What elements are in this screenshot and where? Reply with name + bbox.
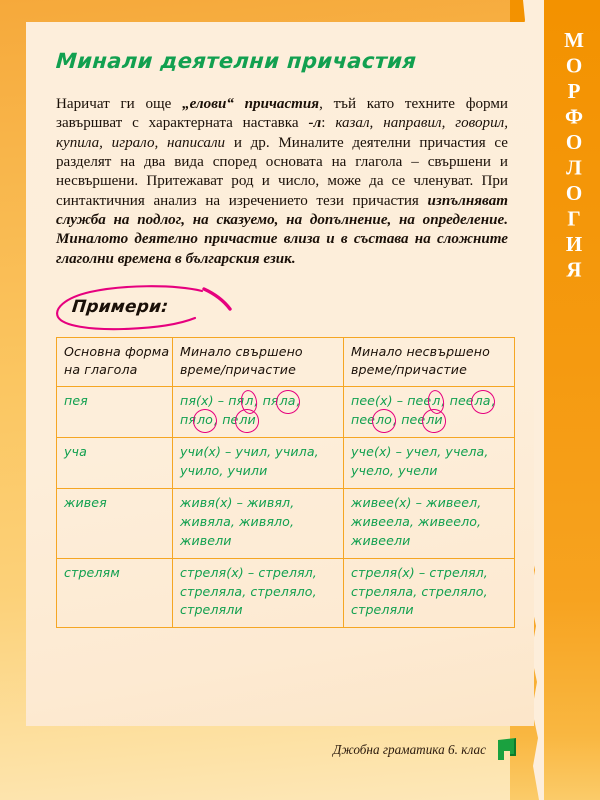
cell-text: стреля(х) – стрелял, bbox=[351, 564, 488, 580]
page-content bbox=[55, 49, 518, 757]
base-form-cell-2 bbox=[57, 488, 173, 558]
cell-line bbox=[180, 392, 336, 411]
cell-text: стреляла, стреляло, bbox=[180, 583, 317, 599]
table-row bbox=[57, 438, 515, 489]
cell-line bbox=[351, 411, 507, 430]
paragraph-segment-3: -л bbox=[308, 115, 322, 132]
cell-text: стреляла, стреляло, bbox=[351, 583, 488, 599]
examples-label: Примери: bbox=[70, 296, 170, 317]
base-form-cell-1 bbox=[57, 438, 173, 489]
cell-text: стреляли bbox=[180, 602, 243, 618]
imperfective-cell-3 bbox=[344, 558, 515, 628]
table-header-cell-1 bbox=[173, 337, 344, 387]
cell-line bbox=[351, 564, 507, 583]
cell-text: пя(х) – пя bbox=[180, 393, 245, 409]
cell-text: живели bbox=[180, 532, 232, 548]
base-form-text: пея bbox=[64, 393, 88, 409]
header-line: време/причастие bbox=[180, 362, 296, 378]
cell-text: , пе bbox=[213, 412, 239, 428]
cell-line bbox=[351, 513, 507, 532]
cell-text: , bbox=[296, 393, 301, 409]
cell-text: стреля(х) – стрелял, bbox=[180, 564, 317, 580]
cell-line bbox=[180, 532, 336, 551]
cell-text: , пя bbox=[254, 393, 279, 409]
cell-line bbox=[180, 411, 336, 430]
circled-suffix: л bbox=[431, 392, 441, 411]
table-row bbox=[57, 558, 515, 628]
cell-line bbox=[180, 462, 336, 481]
table-body bbox=[57, 337, 515, 627]
header-line: Минало свършено bbox=[180, 343, 303, 359]
cell-text: пя bbox=[180, 412, 197, 428]
cell-line bbox=[351, 443, 507, 462]
circled-suffix: ли bbox=[425, 411, 443, 430]
page-title: Минали деятелни причастия bbox=[55, 49, 418, 73]
header-line: време/причастие bbox=[351, 362, 467, 378]
cell-text: живее(х) – живеел, bbox=[351, 494, 482, 510]
perfective-cell-2 bbox=[173, 488, 344, 558]
cell-line bbox=[180, 564, 336, 583]
circled-suffix: ло bbox=[375, 411, 393, 430]
header-line: Основна форма bbox=[64, 343, 170, 359]
conjugation-table bbox=[56, 337, 515, 628]
paragraph-segment-5: казал, направил, говорил, купила, играло, написали bbox=[56, 115, 508, 151]
table-header-cell-2 bbox=[344, 337, 515, 387]
cell-text: живеела, живеело, bbox=[351, 513, 482, 529]
table-row bbox=[57, 488, 515, 558]
paragraph-segment-1: „елови“ причастия bbox=[182, 96, 320, 113]
examples-heading bbox=[56, 291, 518, 331]
header-line: на глагола bbox=[64, 362, 138, 378]
paragraph-segment-4: : bbox=[321, 115, 336, 132]
paragraph-segment-6: и др. Миналите деятелни причастия се разделят на два вида според основата на глагола – свършени и несвършени. Притежават род и число, може да се членуват. При синтактичния анализ на изречението тези причастия bbox=[56, 134, 508, 209]
cell-text: живяла, живяло, bbox=[180, 513, 295, 529]
imperfective-cell-2 bbox=[344, 488, 515, 558]
perfective-cell-0 bbox=[173, 387, 344, 438]
header-line: Минало несвършено bbox=[351, 343, 490, 359]
cell-text: учи(х) – учил, учила, bbox=[180, 444, 319, 460]
circled-suffix: ла bbox=[279, 392, 297, 411]
table-row bbox=[57, 387, 515, 438]
green-book-icon bbox=[496, 738, 518, 762]
paragraph-segment-0: Наричат ги още bbox=[56, 96, 183, 113]
circled-suffix: л bbox=[244, 392, 254, 411]
cell-text: уче(х) – учел, учела, bbox=[351, 444, 489, 460]
perfective-cell-1 bbox=[173, 438, 344, 489]
cell-line bbox=[180, 443, 336, 462]
cell-text: стреляли bbox=[351, 602, 414, 618]
cell-text: пее(х) – пее bbox=[351, 393, 432, 409]
perfective-cell-3 bbox=[173, 558, 344, 628]
cell-line bbox=[180, 601, 336, 620]
cell-text: , пее bbox=[393, 412, 426, 428]
cell-text: живя(х) – живял, bbox=[180, 494, 295, 510]
cell-line bbox=[351, 601, 507, 620]
cell-line bbox=[180, 494, 336, 513]
paragraph-segment-2: , тъй като техните форми завършват с характерната наставка bbox=[56, 96, 508, 132]
side-tab-label: МОРФОЛОГИЯ bbox=[562, 28, 586, 283]
base-form-text: живея bbox=[64, 494, 107, 510]
paragraph-segment-7: изпълняват служба на подлог, на сказуемо, на допълнение, на определение. Миналото деятелно причастие влиза и в състава на сложните глаголни времена в българския език. bbox=[56, 192, 508, 267]
cell-text: , bbox=[491, 393, 496, 409]
cell-text: , пее bbox=[441, 393, 474, 409]
cell-line bbox=[351, 392, 507, 411]
circled-suffix: ло bbox=[196, 411, 214, 430]
base-form-cell-0 bbox=[57, 387, 173, 438]
base-form-cell-3 bbox=[57, 558, 173, 628]
imperfective-cell-0 bbox=[344, 387, 515, 438]
cell-line bbox=[351, 462, 507, 481]
table-header-row bbox=[57, 337, 515, 387]
cell-text: учило, учили bbox=[180, 463, 268, 479]
base-form-text: уча bbox=[64, 444, 87, 460]
intro-paragraph bbox=[56, 95, 508, 269]
cell-text: пее bbox=[351, 412, 376, 428]
imperfective-cell-1 bbox=[344, 438, 515, 489]
cell-line bbox=[180, 513, 336, 532]
circled-suffix: ли bbox=[238, 411, 256, 430]
page-footer bbox=[56, 738, 518, 762]
cell-text: живеели bbox=[351, 532, 411, 548]
cell-text: учело, учели bbox=[351, 463, 438, 479]
circled-suffix: ла bbox=[474, 392, 492, 411]
base-form-text: стрелям bbox=[64, 564, 120, 580]
cell-line bbox=[351, 494, 507, 513]
cell-line bbox=[351, 583, 507, 602]
cell-line bbox=[180, 583, 336, 602]
table-header-cell-0 bbox=[57, 337, 173, 387]
cell-line bbox=[351, 532, 507, 551]
footer-title: Джобна граматика 6. клас bbox=[333, 742, 486, 757]
